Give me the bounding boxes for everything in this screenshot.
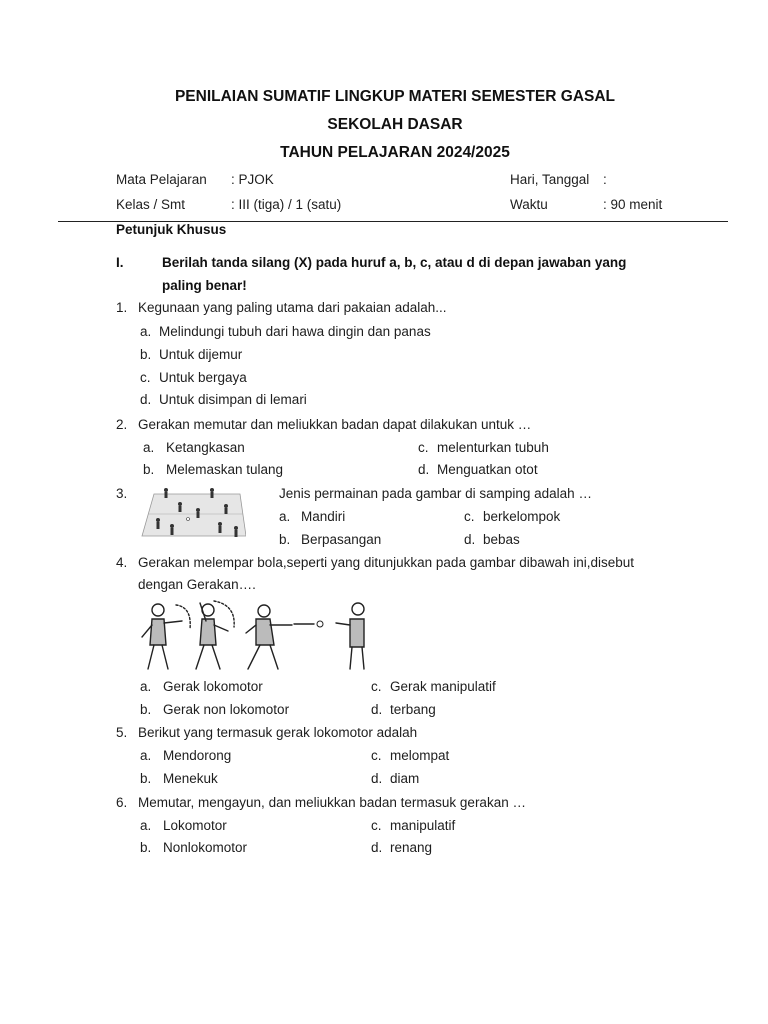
option-text: Nonlokomotor [163,840,248,855]
option-letter: d. [371,771,383,786]
option-text: Berpasangan [301,532,382,547]
option-text: Gerak manipulatif [390,679,496,694]
option-text: diam [390,771,420,786]
option-letter: a. [140,324,152,339]
option-letter: c. [140,370,151,385]
option-text: Untuk bergaya [159,370,247,385]
option-letter: d. [464,532,476,547]
option-text: Ketangkasan [166,440,245,455]
option-text: Melindungi tubuh dari hawa dingin dan panas [159,324,431,339]
option-text: Gerak lokomotor [163,679,263,694]
option-letter: d. [371,840,383,855]
question-text: Berikut yang termasuk gerak lokomotor adalah [138,725,418,740]
school-level: SEKOLAH DASAR [327,116,463,133]
class-value: : III (tiga) / 1 (satu) [231,197,342,212]
option-letter: b. [140,771,152,786]
ball-throwing-illustration [136,597,372,673]
option-letter: b. [279,532,291,547]
option-text: Melemaskan tulang [166,462,284,477]
subject-label: Mata Pelajaran [116,172,207,187]
question-text-cont: dengan Gerakan…. [138,577,256,592]
question-text: Gerakan memutar dan meliukkan badan dapat dilakukan untuk … [138,417,532,432]
question-text: Kegunaan yang paling utama dari pakaian adalah... [138,300,447,315]
option-letter: a. [143,440,155,455]
option-text: Untuk dijemur [159,347,243,362]
academic-year: TAHUN PELAJARAN 2024/2025 [280,144,510,161]
option-text: manipulatif [390,818,456,833]
question-number: 5. [116,725,128,740]
time-label: Waktu [510,197,548,212]
question-number: 4. [116,555,128,570]
option-text: Mandiri [301,509,346,524]
instructions-text: Berilah tanda silang (X) pada huruf a, b, c, atau d di depan jawaban yang [162,255,627,270]
option-letter: c. [371,818,382,833]
option-text: bebas [483,532,520,547]
instructions-text-cont: paling benar! [162,278,247,293]
option-text: renang [390,840,433,855]
option-letter: a. [140,748,152,763]
exam-title: PENILAIAN SUMATIF LINGKUP MATERI SEMESTER GASAL [174,88,616,105]
question-number: 2. [116,417,128,432]
question-text: Memutar, mengayun, dan meliukkan badan termasuk gerakan … [138,795,526,810]
option-letter: b. [140,840,152,855]
option-letter: b. [140,347,152,362]
question-number: 1. [116,300,128,315]
option-letter: a. [140,818,152,833]
question-number: 3. [116,486,128,501]
option-text: Mendorong [163,748,232,763]
day-value: : [603,172,607,187]
option-text: Menekuk [163,771,218,786]
subject-value: : PJOK [231,172,274,187]
option-letter: c. [371,679,382,694]
section-number: I. [116,255,124,270]
option-letter: d. [418,462,430,477]
option-letter: d. [140,392,152,407]
question-text: Jenis permainan pada gambar di samping adalah … [279,486,592,501]
option-letter: a. [140,679,152,694]
option-letter: c. [464,509,475,524]
option-text: Untuk disimpan di lemari [159,392,307,407]
question-text: Gerakan melempar bola,seperti yang ditunjukkan pada gambar dibawah ini,disebut [138,555,635,570]
class-label: Kelas / Smt [116,197,186,212]
time-value: : 90 menit [603,197,663,212]
option-text: berkelompok [483,509,561,524]
option-letter: b. [140,702,152,717]
option-text: Menguatkan otot [437,462,538,477]
option-letter: a. [279,509,291,524]
day-label: Hari, Tanggal [510,172,590,187]
option-text: terbang [390,702,436,717]
option-letter: d. [371,702,383,717]
option-letter: c. [418,440,429,455]
option-text: Lokomotor [163,818,227,833]
option-text: melenturkan tubuh [437,440,549,455]
option-text: melompat [390,748,450,763]
group-game-illustration [140,484,246,542]
option-text: Gerak non lokomotor [163,702,290,717]
question-number: 6. [116,795,128,810]
instructions-heading: Petunjuk Khusus [116,222,227,237]
option-letter: c. [371,748,382,763]
option-letter: b. [143,462,155,477]
